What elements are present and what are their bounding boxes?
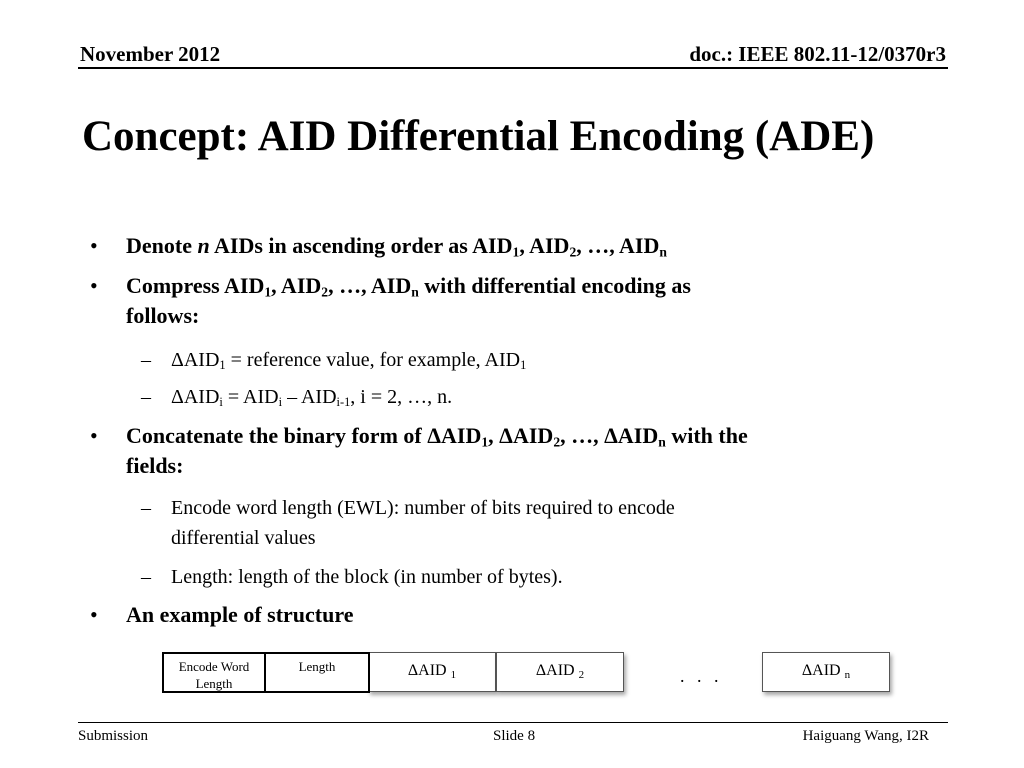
subbullet-marker: –	[141, 566, 151, 588]
delta-aid-n-field: ΔAID $_n$	[762, 652, 890, 692]
subbullet-delta-aidi: $\Delta AID_i = AID_i - AID_{i-1}$, i = 2, …, n.	[171, 386, 453, 410]
delta-aid-2-field: ΔAID $_2$	[496, 652, 624, 692]
subbullet-length: Length: length of the block (in number of bytes).	[171, 566, 563, 588]
bullet-denote: Denote n AIDs in ascending order as $AID_1$, $AID_2$, …, $AID_n$	[126, 233, 667, 260]
bullet-marker: •	[90, 423, 98, 448]
subbullet-marker: –	[141, 349, 151, 371]
slide-title: Concept: AID Differential Encoding (ADE)	[82, 113, 875, 160]
bullet-marker: •	[90, 273, 98, 298]
subbullet-ewl: Encode word length (EWL): number of bits required to encode differential values	[171, 497, 675, 549]
bullet-example: An example of structure	[126, 602, 354, 627]
footer-slide-number: Slide 8	[493, 728, 536, 744]
length-field: Length	[264, 652, 370, 693]
bullet-marker: •	[90, 602, 98, 627]
header-date: November 2012	[80, 42, 221, 66]
footer-submission: Submission	[78, 728, 149, 744]
subbullet-delta-aid1: $\Delta AID_1$ = reference value, for example, $AID_1$	[171, 349, 527, 373]
subbullet-marker: –	[141, 386, 151, 408]
bullet-compress: Compress $AID_1$, $AID_2$, …, $AID_n$ with differential encoding as follows:	[126, 273, 691, 328]
bullet-concatenate: Concatenate the binary form of $\Delta AID_1$, $\Delta AID_2$, …, $\Delta AID_n$ with the fields:	[126, 423, 748, 478]
footer-author: Haiguang Wang, I2R	[802, 728, 929, 744]
bullet-marker: •	[90, 233, 98, 258]
encode-word-length-field: Encode Word Length	[162, 652, 266, 693]
footer-rule	[78, 722, 948, 723]
subbullet-marker: –	[141, 497, 151, 519]
header-doc-id: doc.: IEEE 802.11-12/0370r3	[689, 42, 946, 66]
ellipsis: . . .	[680, 666, 723, 686]
delta-aid-1-field: ΔAID $_1$	[368, 652, 496, 692]
